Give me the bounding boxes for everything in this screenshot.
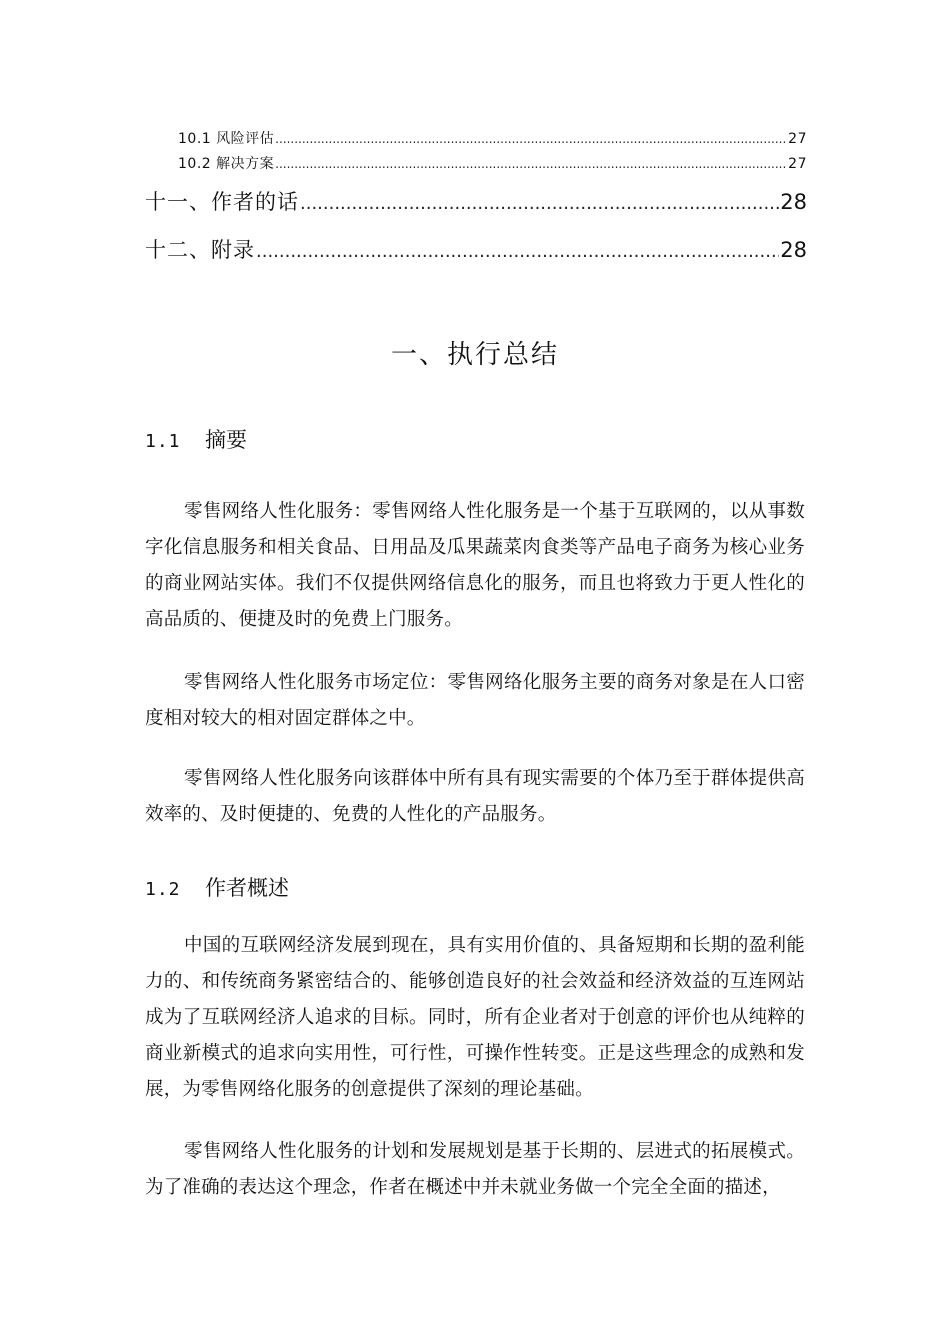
section-number: 1.1 (145, 431, 181, 452)
body-paragraph: 零售网络人性化服务向该群体中所有具有现实需要的个体乃至于群体提供高效率的、及时便捷的、免费的人性化的产品服务。 (145, 768, 805, 825)
section-number: 1.2 (145, 879, 181, 900)
toc-page-number: 28 (780, 190, 807, 214)
toc-dot-leader (300, 193, 779, 214)
body-paragraph: 零售网络人性化服务：零售网络人性化服务是一个基于互联网的，以从事数字化信息服务和相关食品、日用品及瓜果蔬菜肉食类等产品电子商务为核心业务的商业网站实体。我们不仅提供网络信息化的服务，而且也将致力于更人性化的高品质的、便捷及时的免费上门服务。 (145, 501, 805, 630)
body-paragraph: 零售网络人性化服务的计划和发展规划是基于长期的、层进式的拓展模式。为了准确的表达这个理念，作者在概述中并未就业务做一个完全全面的描述， (145, 1141, 805, 1198)
toc-entry[interactable] (145, 234, 807, 264)
body-paragraph: 零售网络人性化服务市场定位：零售网络化服务主要的商务对象是在人口密度相对较大的相对固定群体之中。 (145, 672, 805, 729)
toc-entry-label: 10.2 解决方案 (178, 156, 275, 172)
section-heading (145, 424, 247, 454)
toc-entry[interactable] (178, 153, 807, 171)
toc-dot-leader (256, 241, 779, 262)
toc-entry[interactable] (178, 128, 807, 146)
toc-entry-label: 10.1 风险评估 (178, 131, 275, 147)
toc-entry-label: 十一、作者的话 (145, 190, 299, 214)
chapter-title: 一、执行总结 (390, 340, 559, 370)
toc-entry-label: 十二、附录 (145, 238, 255, 262)
section-title: 作者概述 (205, 876, 289, 900)
toc-page-number: 28 (780, 238, 807, 262)
toc-dot-leader (275, 132, 787, 146)
body-paragraph: 中国的互联网经济发展到现在，具有实用价值的、具备短期和长期的盈利能力的、和传统商务紧密结合的、能够创造良好的社会效益和经济效益的互连网站成为了互联网经济人追求的目标。同时，所有企业者对于创意的评价也从纯粹的商业新模式的追求向实用性，可行性，可操作性转变。正是这些理念的成熟和发展，为零售网络化服务的创意提供了深刻的理论基础。 (145, 935, 805, 1100)
toc-dot-leader (275, 157, 787, 171)
toc-page-number: 27 (788, 156, 807, 172)
section-title: 摘要 (205, 428, 247, 452)
toc-page-number: 27 (788, 131, 807, 147)
section-heading (145, 872, 289, 902)
toc-entry[interactable] (145, 186, 807, 216)
